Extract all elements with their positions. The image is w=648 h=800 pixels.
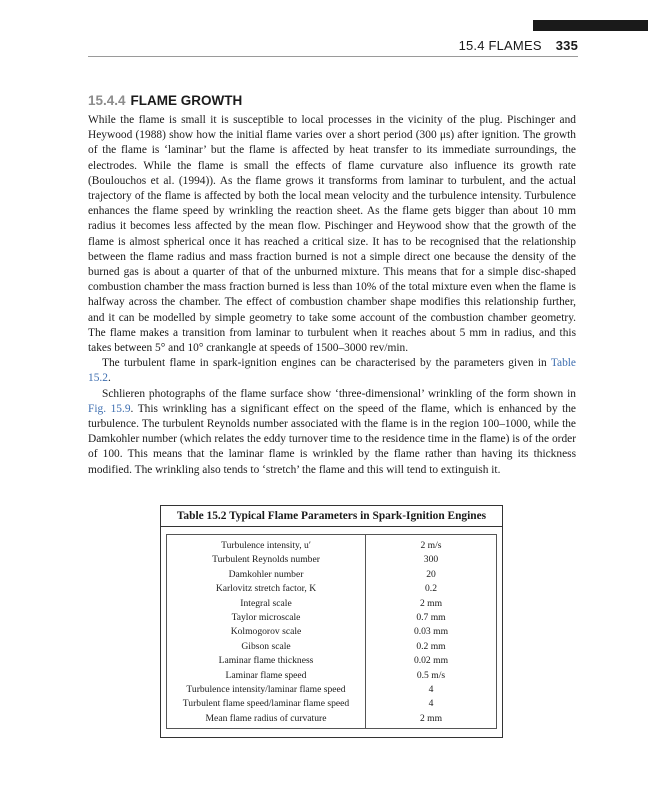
section-heading (88, 93, 242, 109)
table-cell-param: Turbulence intensity, u′ (221, 540, 311, 551)
section-title: FLAME GROWTH (130, 93, 243, 108)
parameter-column (167, 535, 366, 728)
paragraph-1: While the flame is small it is susceptible to local processes in the vicinity of the plug. Pischinger and Heywood (1988) show how the initial flame varies over a short period (300 μs) after ignition. The growth of the flame is ‘laminar’ but the flame is affected by heat transfer to its immediate surroundings, the electrodes. While the flame is small the effects of flame curvature also influence its growth rate (Boulouchos et al. (1994)). As the flame grows it transforms from laminar to turbulent, and the actual trajectory of the flame is affected by both the local mean velocity and the turbulence intensity. Turbulence enhances the flame speed by wrinkling the reaction sheet. As the flame gets bigger than about 10 mm radius it becomes less affected by the mean flow. Pischinger and Heywood show that the growth of the flame is almost spherical once it has reached a critical size. It has to be recognised that the relationship between the flame radius and mass fraction burned is not a simple direct one because the density of the burned gas is about a quarter of that of the unburned mixture. This means that for a simple disc-shaped combustion chamber the mass fraction burned is less than 10% of the total mixture even when the flame is halfway across the chamber. The effect of combustion chamber shape modifies this relationship further, and it can be modelled by simple geometry to take some account of the combustion chamber geometry. The flame makes a transition from laminar to turbulent when it reaches about 5 mm in radius, and this takes between 5° and 10° crankangle at speeds of 1500–3000 rev/min. (88, 114, 576, 355)
table-cell-param: Laminar flame thickness (218, 655, 314, 667)
table-cell-value: 4 (428, 684, 434, 696)
table-cell-value: 0.2 (425, 583, 437, 595)
table-cell-value: 0.2 mm (416, 640, 446, 652)
table-cell-param: Gibson scale (241, 640, 291, 652)
table-cell-param: Integral scale (240, 597, 292, 609)
table-cell-param: Turbulent flame speed/laminar flame speed (182, 698, 350, 710)
paragraph-3-end: . This wrinkling has a significant effect on the speed of the flame, which is enhanced by the turbulence. The turbulent Reynolds number associated with the flame is in the region 100–1000, while the Damkohler number (which relates the eddy turnover time to the residence time in the flame) is of the order of 100. This means that the laminar flame is wrinkled by the flame rather than having its thickness modified. The wrinkling also tends to ‘stretch’ the flame and this will tend to extinguish it. (88, 402, 576, 476)
table-cell-param: Karlovitz stretch factor, K (215, 583, 317, 595)
paragraph-2-text: The turbulent flame in spark-ignition engines can be characterised by the parameters given in (102, 357, 547, 370)
table-cell-value: 20 (426, 568, 436, 580)
table-15-2-link[interactable]: Table 15.2 (88, 357, 576, 385)
table-cell-value: 0.5 m/s (416, 669, 446, 681)
header-accent-bar (533, 20, 648, 31)
paragraph-2 (88, 356, 576, 386)
running-head-section: 15.4 FLAMES (458, 38, 542, 53)
value-column (366, 535, 496, 728)
table-cell-value: 4 (428, 698, 434, 710)
table-cell-value: 0.7 mm (416, 612, 446, 624)
paragraph-3-start: Schlieren photographs of the flame surface show ‘three-dimensional’ wrinkling of the form shown in (102, 387, 576, 400)
page-number: 335 (555, 38, 578, 53)
paragraph-2-end: . (107, 372, 111, 385)
table-cell-param: Mean flame radius of curvature (205, 712, 327, 724)
table-cell-value: 0.03 mm (413, 626, 449, 638)
paragraph-3 (88, 387, 576, 478)
table-cell-value: 2 mm (419, 712, 443, 724)
table-cell-param: Turbulence intensity/laminar flame speed (186, 684, 346, 696)
body-text (88, 113, 576, 478)
table-cell-value: 0.02 mm (413, 655, 449, 667)
section-number: 15.4.4 (88, 93, 126, 108)
table-cell-param: Turbulent Reynolds number (212, 554, 320, 566)
table-caption: Table 15.2 Typical Flame Parameters in Spark-Ignition Engines (161, 506, 502, 527)
header-rule (88, 56, 578, 57)
table-cell-param: Kolmogorov scale (230, 626, 302, 638)
table-cell-param: Laminar flame speed (225, 669, 307, 681)
table-cell-value: 300 (423, 554, 439, 566)
table-cell-value: 2 mm (419, 597, 443, 609)
table-cell-param: Damkohler number (228, 568, 304, 580)
table-cell-value: 2 m/s (420, 540, 442, 551)
fig-15-9-link[interactable]: Fig. 15.9 (88, 402, 131, 415)
flame-parameters-table (160, 505, 503, 738)
table-cell-param: Taylor microscale (231, 612, 301, 624)
running-head (90, 38, 578, 54)
table-grid (166, 534, 497, 729)
